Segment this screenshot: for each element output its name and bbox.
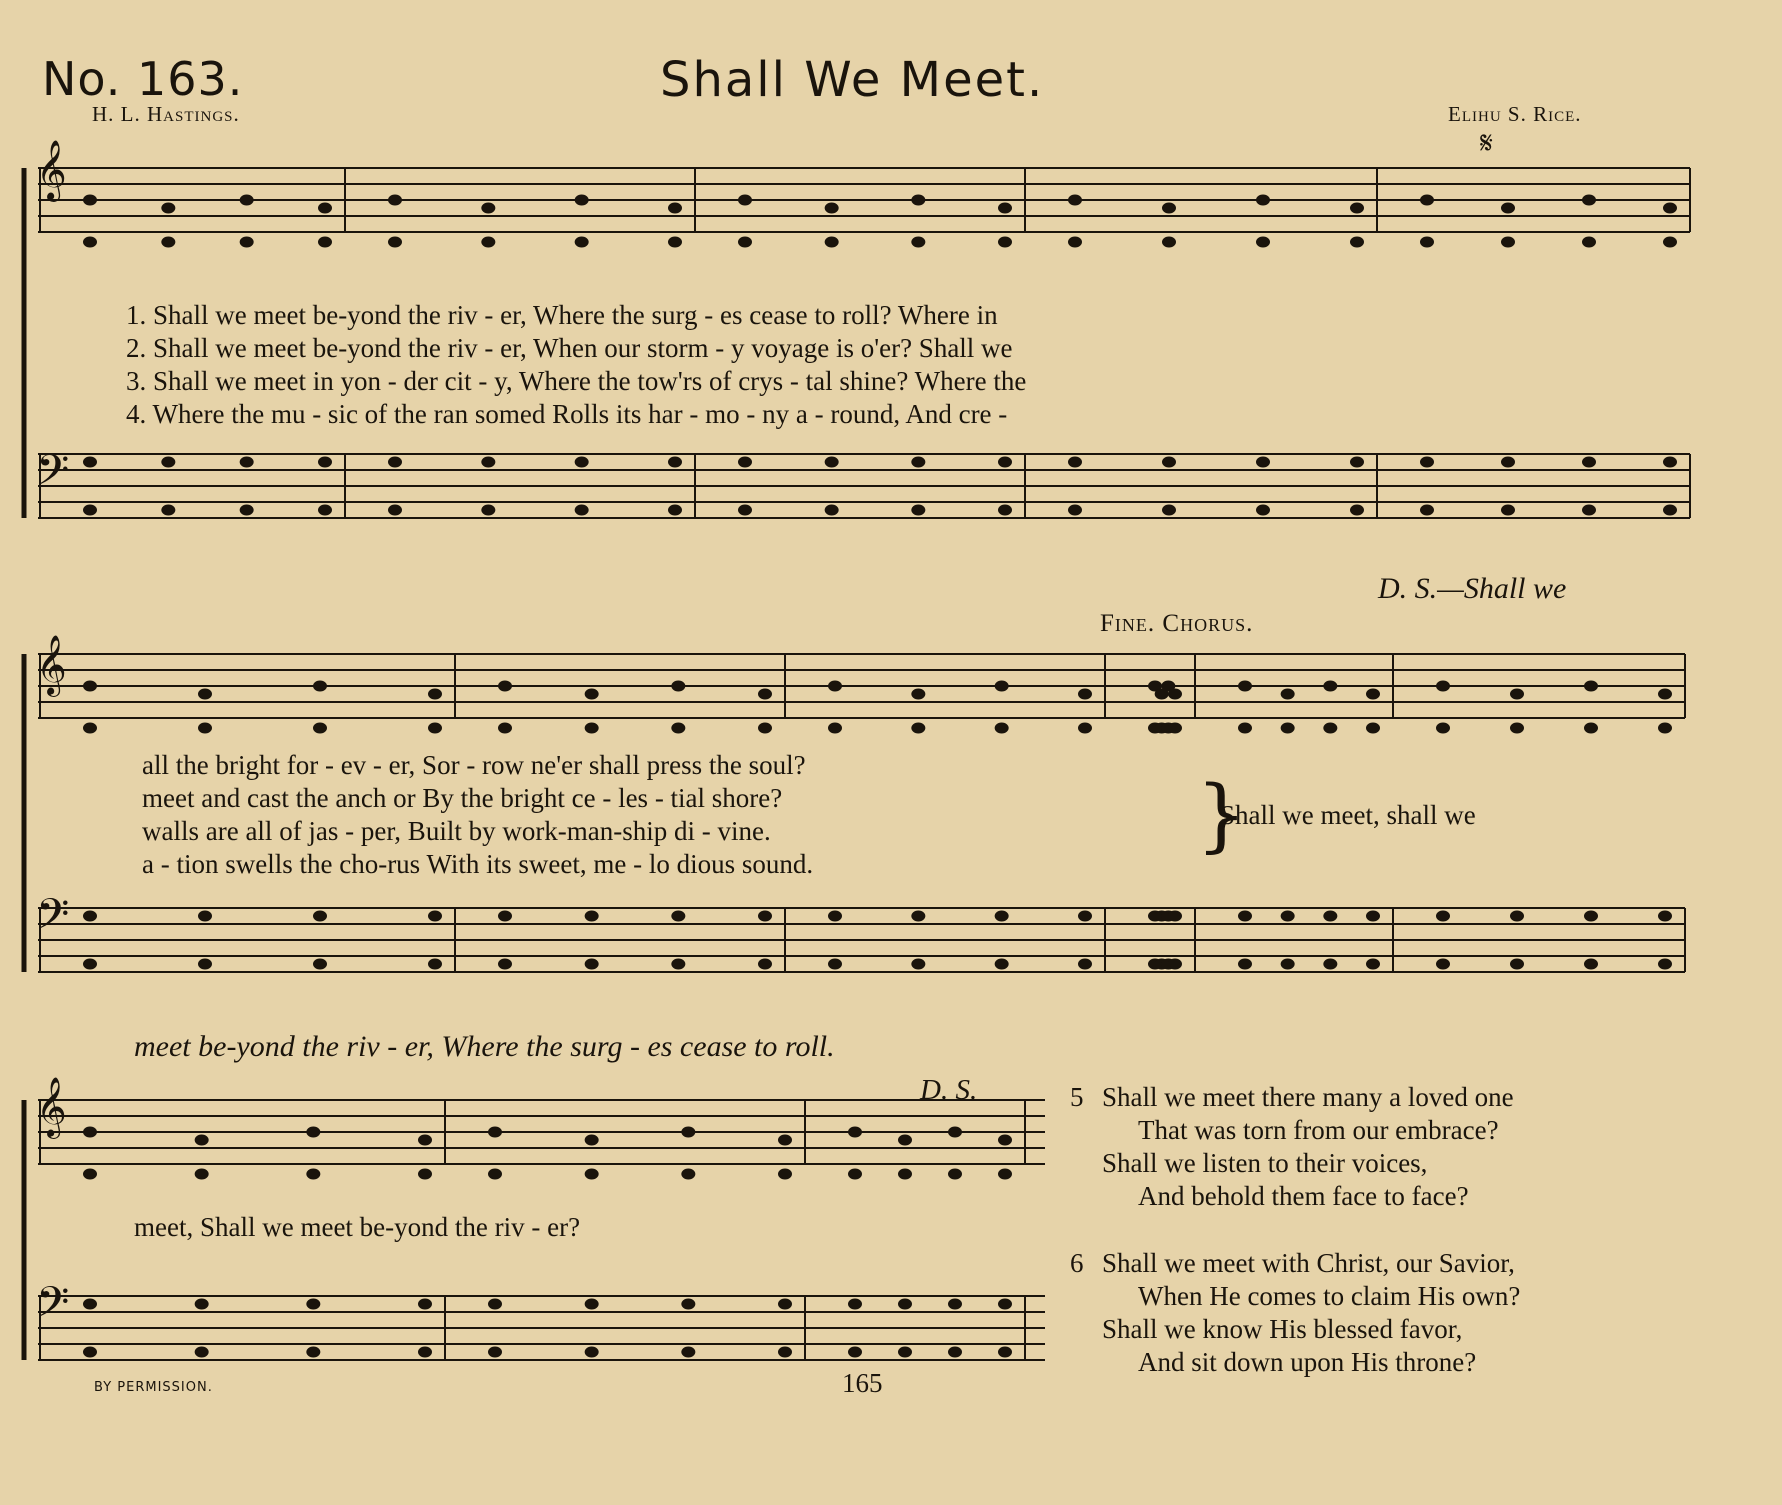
note-head [488,1169,502,1180]
note-head [948,1347,962,1358]
note-head [161,505,175,516]
note-head [911,457,925,468]
note-head [1663,505,1677,516]
note-head [911,237,925,248]
note-head [1256,457,1270,468]
note-head [1582,457,1596,468]
note-head [481,237,495,248]
note-head [1350,237,1364,248]
note-head [418,1169,432,1180]
note-head [198,911,212,922]
note-head [671,959,685,970]
note-head [1582,195,1596,206]
treble-clef-icon: 𝄞 [36,140,67,200]
note-head [911,959,925,970]
note-head [318,457,332,468]
note-head [388,237,402,248]
note-head [898,1135,912,1146]
chorus-lyric: Shall we meet, shall we [1220,800,1476,830]
ds-mark: D. S. [920,1074,978,1106]
note-head [195,1169,209,1180]
note-head [1510,689,1524,700]
treble-clef-icon: 𝄞 [36,1077,67,1137]
note-head [668,203,682,214]
note-head [1658,911,1672,922]
note-head [481,203,495,214]
stanza-6-line: Shall we meet with Christ, our Savior, [1102,1248,1515,1278]
note-head [995,723,1009,734]
note-head [585,723,599,734]
note-head [828,723,842,734]
note-head [585,1347,599,1358]
note-head [575,457,589,468]
note-head [1238,681,1252,692]
note-head [1068,505,1082,516]
note-head [481,457,495,468]
note-head [498,959,512,970]
note-head [681,1127,695,1138]
note-head [738,195,752,206]
note-head [195,1299,209,1310]
note-head [1663,203,1677,214]
note-head [418,1347,432,1358]
note-head [828,959,842,970]
note-head [240,237,254,248]
note-head [1238,911,1252,922]
note-head [83,195,97,206]
note-head [825,203,839,214]
note-head [911,723,925,734]
note-head [195,1135,209,1146]
note-head [1510,911,1524,922]
note-head [161,457,175,468]
hymn-number: No. 163. [42,52,244,106]
note-head [1584,723,1598,734]
note-head [1501,505,1515,516]
note-head [671,681,685,692]
note-head [575,505,589,516]
note-head [948,1127,962,1138]
note-head [998,203,1012,214]
note-head [758,723,772,734]
note-head [1366,723,1380,734]
verse-3-line: 3. Shall we meet in yon - der cit - y, Where the tow'rs of crys - tal shine? Where the [126,366,1027,396]
note-head [778,1347,792,1358]
note-head [681,1347,695,1358]
note-head [1510,959,1524,970]
note-head [1501,203,1515,214]
segno-icon: 𝄋 [1480,126,1493,161]
note-head [738,457,752,468]
note-head [1510,723,1524,734]
note-head [83,1299,97,1310]
note-head [1162,237,1176,248]
note-head [1078,911,1092,922]
note-head [240,457,254,468]
note-head [1584,959,1598,970]
note-head [1168,723,1182,734]
note-head [313,723,327,734]
note-head [428,959,442,970]
stanza-6-line: When He comes to claim His own? [1138,1281,1521,1311]
note-head [1584,681,1598,692]
note-head [1162,457,1176,468]
note-head [1663,457,1677,468]
note-head [758,689,772,700]
note-head [1078,689,1092,700]
note-head [1584,911,1598,922]
note-head [1078,723,1092,734]
composer-credit: Elihu S. Rice. [1448,102,1582,126]
note-head [418,1135,432,1146]
verse-2-line: 2. Shall we meet be-yond the riv - er, When our storm - y voyage is o'er? Shall we [126,333,1013,363]
note-head [1582,237,1596,248]
note-head [198,723,212,734]
note-head [1068,457,1082,468]
note-head [1068,237,1082,248]
note-head [1078,959,1092,970]
stanza-5-line: Shall we listen to their voices, [1102,1148,1428,1178]
stanza-5-line: And behold them face to face? [1138,1181,1469,1211]
verse-4-line-2: a - tion swells the cho-rus With its sweet, me - lo dious sound. [142,849,814,879]
note-head [1350,457,1364,468]
final-lyric: meet, Shall we meet be-yond the riv - er? [134,1212,581,1242]
note-head [488,1299,502,1310]
note-head [1168,689,1182,700]
note-head [1420,195,1434,206]
note-head [1068,195,1082,206]
treble-clef-icon: 𝄞 [36,635,67,695]
bass-clef-icon: 𝄢 [36,1278,70,1338]
note-head [575,237,589,248]
note-head [240,195,254,206]
note-head [1420,505,1434,516]
note-head [1420,457,1434,468]
note-head [848,1347,862,1358]
stanza-5-line: That was torn from our embrace? [1138,1115,1499,1145]
note-head [828,911,842,922]
note-head [1658,959,1672,970]
stanza-6-line: And sit down upon His throne? [1138,1347,1477,1377]
note-head [828,681,842,692]
note-head [1501,237,1515,248]
note-head [948,1299,962,1310]
note-head [1281,689,1295,700]
note-head [1366,959,1380,970]
verse-4-line: 4. Where the mu - sic of the ran somed Rolls its har - mo - ny a - round, And cre - [126,399,1008,429]
note-head [313,681,327,692]
page-number: 165 [842,1368,883,1398]
note-head [1162,505,1176,516]
note-head [318,505,332,516]
note-head [428,689,442,700]
note-head [585,1135,599,1146]
fine-chorus-label: Fine. Chorus. [1100,610,1254,637]
note-head [998,237,1012,248]
note-head [83,911,97,922]
note-head [1501,457,1515,468]
note-head [83,723,97,734]
permission-note: BY PERMISSION. [94,1380,213,1395]
note-head [83,237,97,248]
note-head [681,1169,695,1180]
note-head [306,1347,320,1358]
note-head [388,505,402,516]
note-head [911,911,925,922]
note-head [418,1299,432,1310]
note-head [1658,723,1672,734]
note-head [995,911,1009,922]
verse-3-line-2: walls are all of jas - per, Built by work-man-ship di - vine. [142,816,771,846]
note-head [1281,911,1295,922]
note-head [83,1347,97,1358]
note-head [1238,723,1252,734]
note-head [758,911,772,922]
verse-2-line-2: meet and cast the anch or By the bright ce - les - tial shore? [142,783,783,813]
note-head [1663,237,1677,248]
stanza-5-line: Shall we meet there many a loved one [1102,1082,1514,1112]
note-head [498,681,512,692]
bass-clef-icon: 𝄢 [36,446,70,506]
ds-lyric-line: meet be-yond the riv - er, Where the surg - es cease to roll. [134,1030,835,1063]
stanza-5-number: 5 [1070,1082,1084,1112]
note-head [1436,911,1450,922]
note-head [1281,959,1295,970]
note-head [1238,959,1252,970]
note-head [498,723,512,734]
note-head [825,457,839,468]
note-head [161,203,175,214]
note-head [1420,237,1434,248]
note-head [668,237,682,248]
note-head [428,723,442,734]
note-head [848,1169,862,1180]
note-head [240,505,254,516]
note-head [306,1127,320,1138]
stanza-6-number: 6 [1070,1248,1084,1278]
note-head [668,505,682,516]
note-head [995,681,1009,692]
note-head [83,959,97,970]
bass-clef-icon: 𝄢 [36,890,70,950]
note-head [585,911,599,922]
note-head [948,1169,962,1180]
note-head [1168,911,1182,922]
note-head [585,1169,599,1180]
lyricist-credit: H. L. Hastings. [92,102,240,126]
note-head [83,681,97,692]
note-head [1436,723,1450,734]
note-head [83,457,97,468]
note-head [998,1135,1012,1146]
note-head [1436,681,1450,692]
note-head [585,689,599,700]
note-head [83,1127,97,1138]
note-head [1168,959,1182,970]
note-head [778,1135,792,1146]
note-head [488,1127,502,1138]
note-head [1350,505,1364,516]
note-head [825,505,839,516]
note-head [1256,505,1270,516]
note-head [306,1299,320,1310]
note-head [825,237,839,248]
note-head [998,1169,1012,1180]
note-head [758,959,772,970]
note-head [778,1169,792,1180]
note-head [681,1299,695,1310]
note-head [998,1299,1012,1310]
brace: } [1196,768,1247,861]
note-head [1281,723,1295,734]
note-head [1323,681,1337,692]
note-head [1256,237,1270,248]
note-head [898,1169,912,1180]
note-head [198,959,212,970]
note-head [195,1347,209,1358]
note-head [738,505,752,516]
note-head [313,911,327,922]
note-head [778,1299,792,1310]
ds-note: D. S.—Shall we [1378,572,1567,605]
note-head [198,689,212,700]
note-head [671,911,685,922]
note-head [575,195,589,206]
note-head [671,723,685,734]
note-head [998,505,1012,516]
stanza-6-line: Shall we know His blessed favor, [1102,1314,1463,1344]
note-head [738,237,752,248]
note-head [898,1347,912,1358]
hymn-title: Shall We Meet. [660,52,1045,108]
note-head [1366,911,1380,922]
note-head [481,505,495,516]
note-head [318,237,332,248]
note-head [911,689,925,700]
note-head [1658,689,1672,700]
note-head [1162,203,1176,214]
verse-1-line: 1. Shall we meet be-yond the riv - er, Where the surg - es cease to roll? Where in [126,300,998,330]
note-head [306,1169,320,1180]
note-head [1366,689,1380,700]
note-head [585,959,599,970]
note-head [998,457,1012,468]
note-head [1323,959,1337,970]
note-head [898,1299,912,1310]
note-head [911,505,925,516]
note-head [1436,959,1450,970]
note-head [161,237,175,248]
note-head [388,195,402,206]
note-head [498,911,512,922]
note-head [83,505,97,516]
note-head [318,203,332,214]
note-head [1323,911,1337,922]
note-head [83,1169,97,1180]
note-head [1582,505,1596,516]
note-head [848,1299,862,1310]
note-head [1350,203,1364,214]
note-head [995,959,1009,970]
note-head [388,457,402,468]
note-head [668,457,682,468]
note-head [428,911,442,922]
note-head [848,1127,862,1138]
note-head [313,959,327,970]
note-head [911,195,925,206]
verse-1-line-2: all the bright for - ev - er, Sor - row ne'er shall press the soul? [142,750,806,780]
note-head [998,1347,1012,1358]
note-head [1256,195,1270,206]
note-head [488,1347,502,1358]
note-head [585,1299,599,1310]
note-head [1323,723,1337,734]
